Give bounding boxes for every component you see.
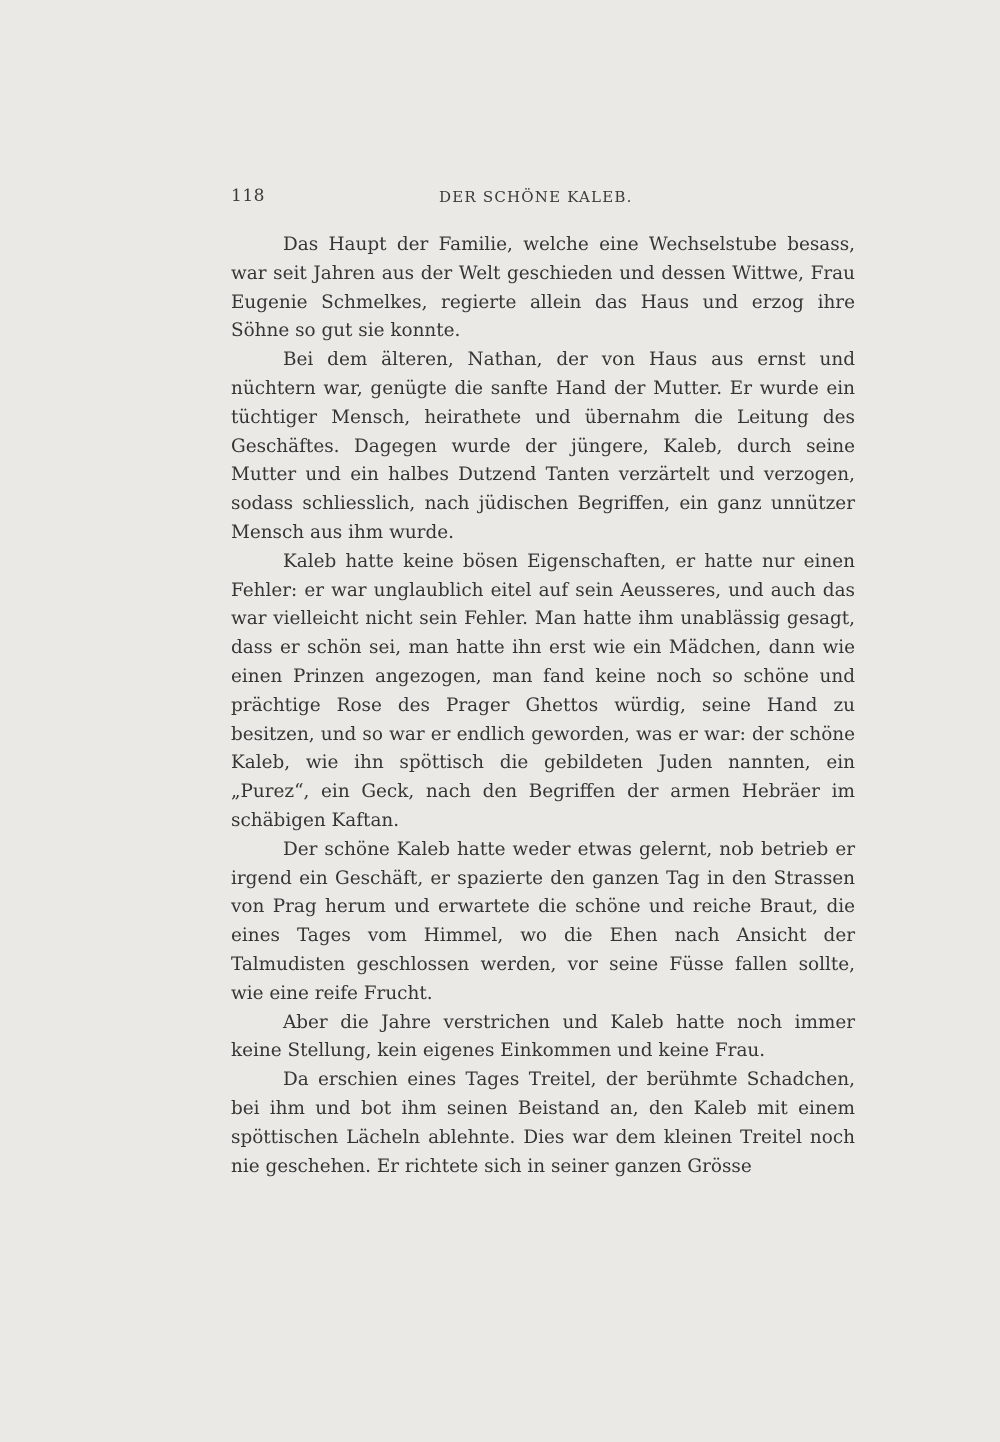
page-header	[231, 186, 855, 212]
paragraph: Der schöne Kaleb hatte weder etwas gelernt, nob betrieb er irgend ein Geschäft, er spazierte den ganzen Tag in den Strassen von Prag herum und erwartete die schöne und reiche Braut, die eines Tages vom Himmel, wo die Ehen nach Ansicht der Talmudisten geschlossen werden, vor seine Füsse fallen sollte, wie eine reife Frucht.	[231, 838, 855, 1004]
paragraph: Kaleb hatte keine bösen Eigenschaften, er hatte nur einen Fehler: er war unglaublich eitel auf sein Aeusseres, und auch das war vielleicht nicht sein Fehler. Man hatte ihm unablässig gesagt, dass er schön sei, man hatte ihn erst wie ein Mädchen, dann wie einen Prinzen angezogen, man fand keine noch so schöne und prächtige Rose des Prager Ghettos würdig, seine Hand zu besitzen, und so war er endlich geworden, was er war: der schöne Kaleb, wie ihn spöttisch die gebildeten Juden nannten, ein „Purez“, ein Geck, nach den Begriffen der armen Hebräer im schäbigen Kaftan.	[231, 550, 855, 831]
running-title: DER SCHÖNE KALEB.	[439, 188, 633, 206]
paragraph: Da erschien eines Tages Treitel, der berühmte Schadchen, bei ihm und bot ihm seinen Beistand an, den Kaleb mit einem spöttischen Lächeln ablehnte. Dies war dem kleinen Treitel noch nie geschehen. Er richtete sich in seiner ganzen Grösse	[231, 1069, 855, 1177]
paragraph: Das Haupt der Familie, welche eine Wechselstube besass, war seit Jahren aus der Welt geschieden und dessen Wittwe, Frau Eugenie Schmelkes, regierte allein das Haus und erzog ihre Söhne so gut sie konnte.	[231, 234, 855, 342]
page-number: 118	[231, 186, 265, 206]
paragraph: Aber die Jahre verstrichen und Kaleb hatte noch immer keine Stellung, kein eigenes Einkommen und keine Frau.	[231, 1011, 855, 1062]
paragraph: Bei dem älteren, Nathan, der von Haus aus ernst und nüchtern war, genügte die sanfte Hand der Mutter. Er wurde ein tüchtiger Mensch, heirathete und übernahm die Leitung des Geschäftes. Dagegen wurde der jüngere, Kaleb, durch seine Mutter und ein halbes Dutzend Tanten verzärtelt und verzogen, sodass schliesslich, nach jüdischen Begriffen, ein ganz unnützer Mensch aus ihm wurde.	[231, 349, 855, 543]
body-text	[231, 231, 855, 1181]
